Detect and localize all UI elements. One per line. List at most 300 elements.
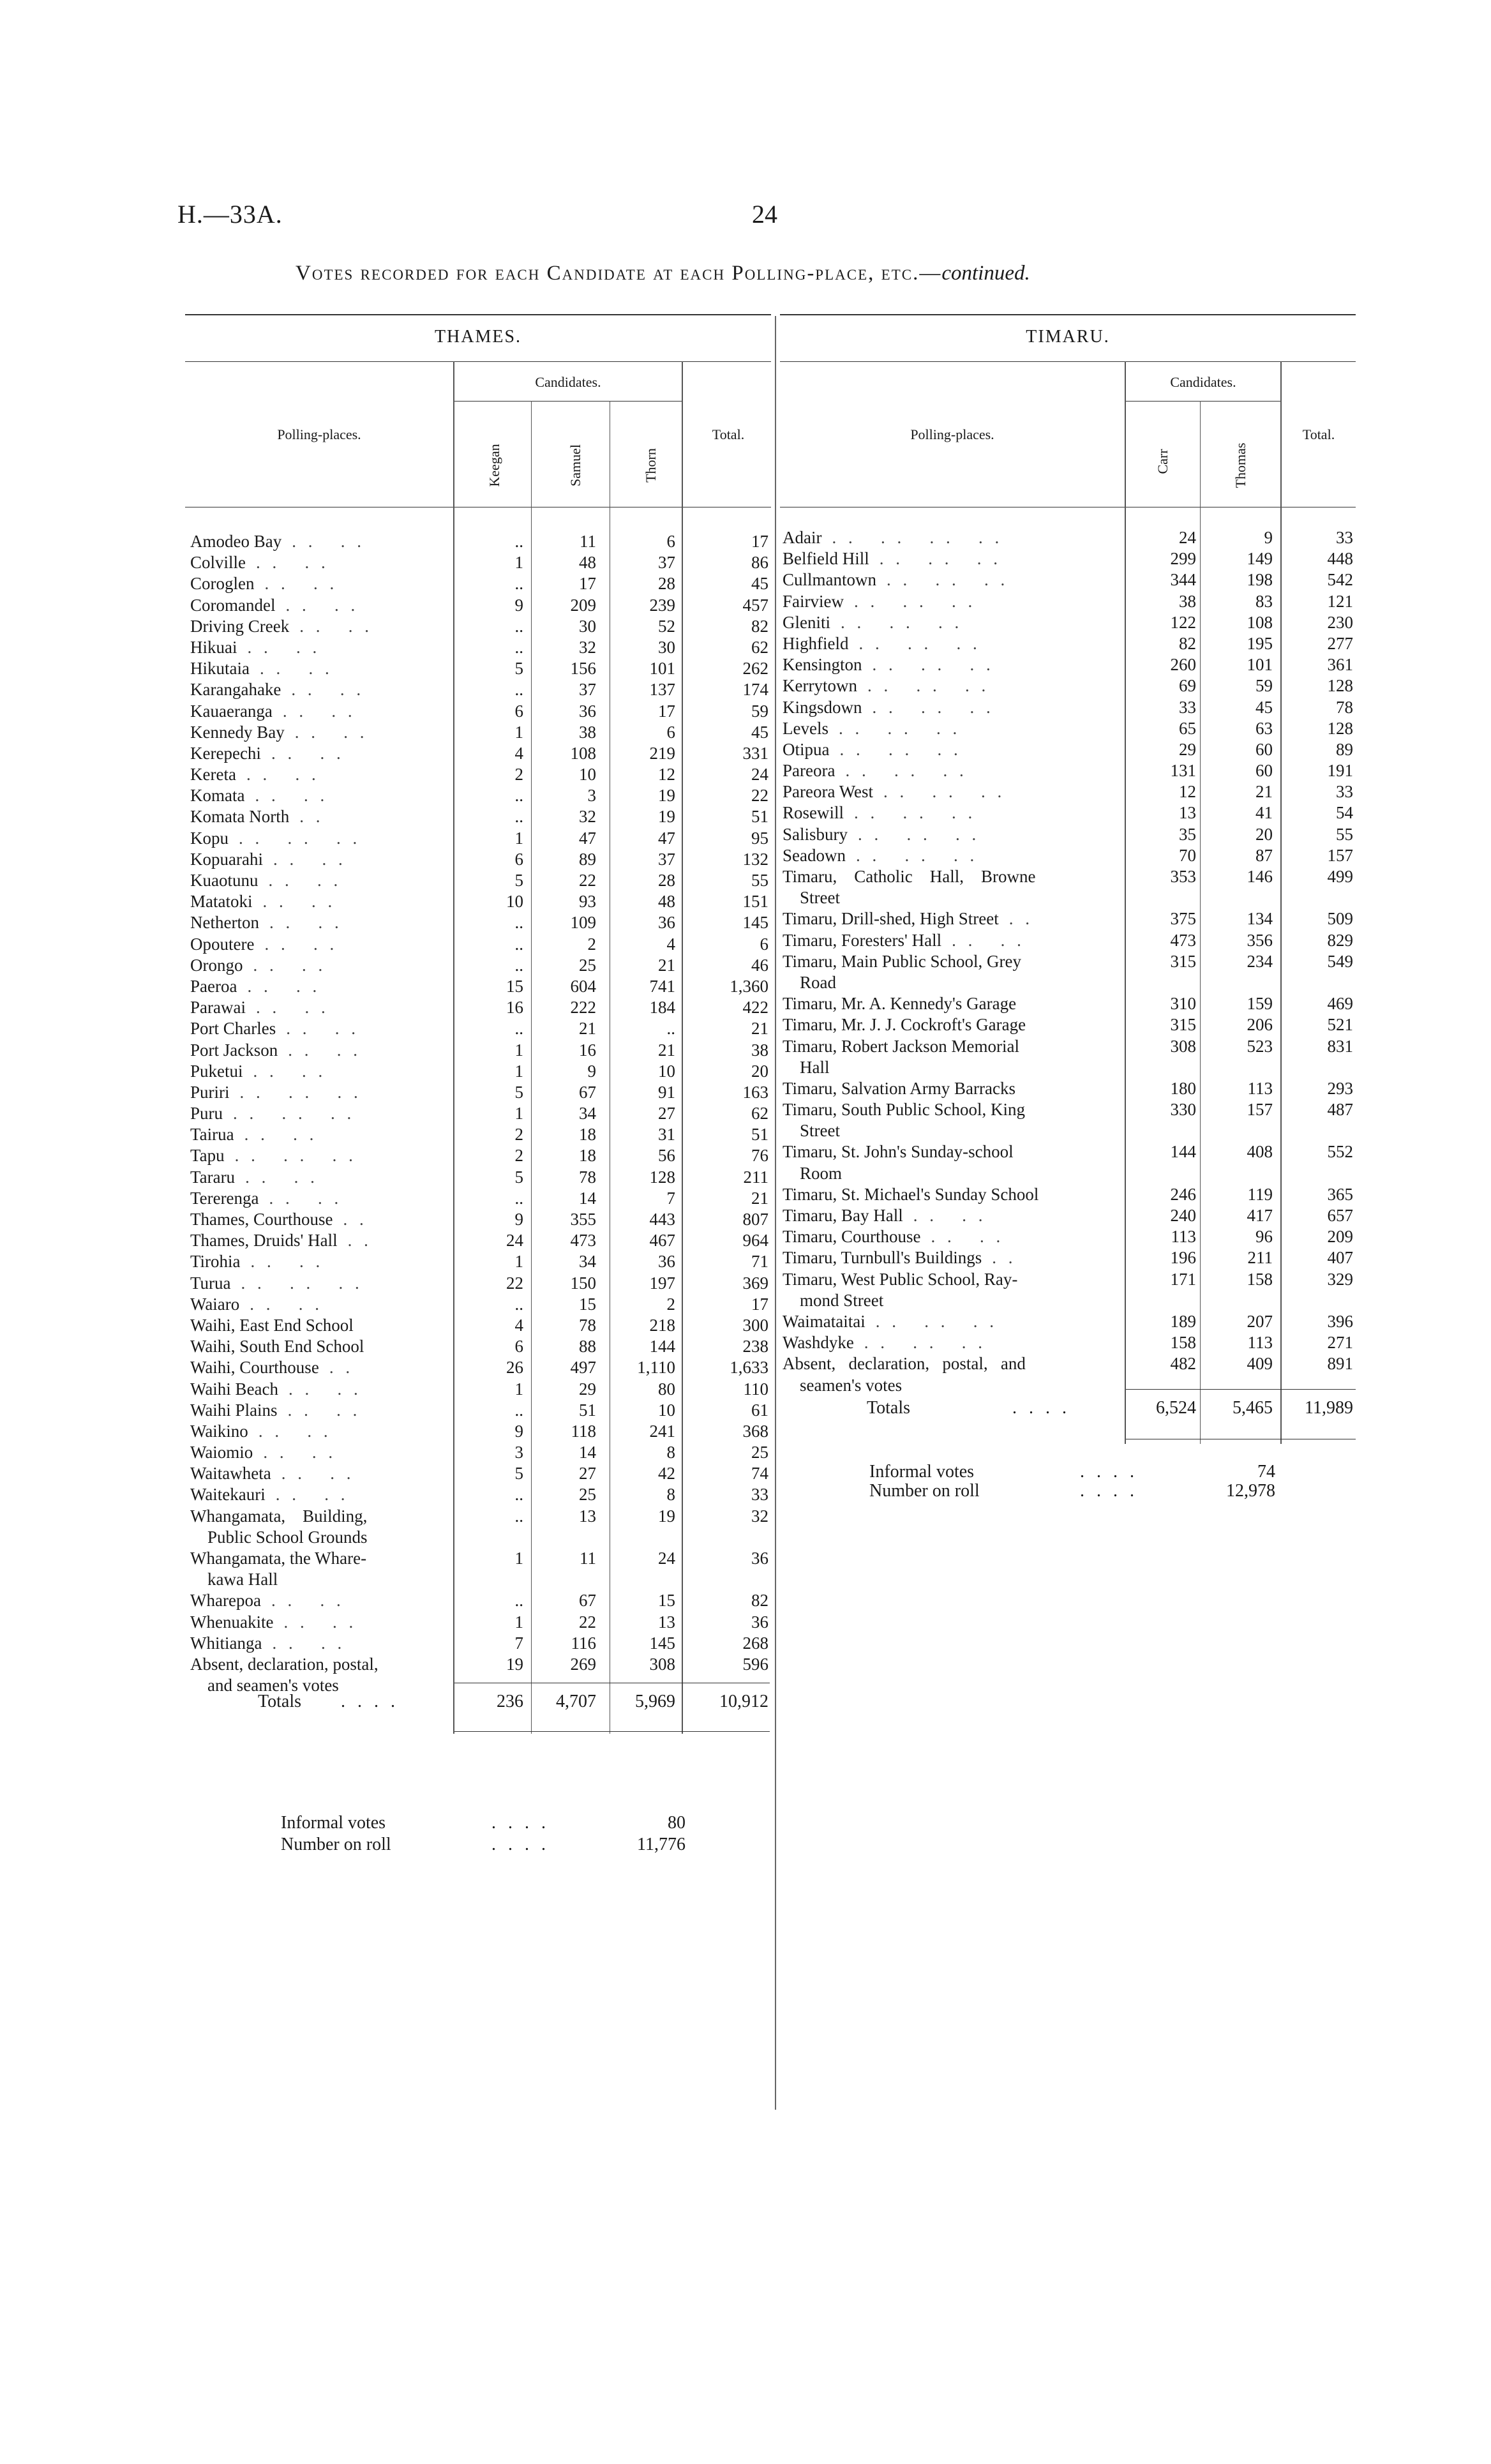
thames-row xyxy=(190,1527,771,1548)
thames-vote-cell: .. xyxy=(514,934,523,954)
thames-informal-value: 80 xyxy=(668,1813,686,1833)
timaru-polling-place xyxy=(783,781,1005,802)
thames-polling-place xyxy=(190,955,326,976)
thames-row xyxy=(190,1421,771,1442)
thames-row xyxy=(190,1463,771,1484)
timaru-polling-place xyxy=(783,1353,1026,1374)
timaru-row xyxy=(783,1332,1356,1353)
timaru-row xyxy=(783,1311,1356,1332)
thames-polling-place xyxy=(190,1590,345,1611)
thames-vote-cell: .. xyxy=(514,1506,523,1526)
thames-polling-place-name: Hikutaia xyxy=(190,659,250,679)
timaru-polling-place-name: Timaru, Turnbull's Buildings xyxy=(783,1248,982,1268)
thames-vote-cell: 3 xyxy=(587,786,596,806)
thames-polling-place xyxy=(190,1633,345,1654)
thames-polling-place-name: Orongo xyxy=(190,955,243,975)
thames-vote-cell: 25 xyxy=(579,1485,596,1505)
timaru-leader-dots: . . . . . . xyxy=(883,782,1006,802)
timaru-polling-place-name: Timaru, Mr. J. J. Cockroft's Garage xyxy=(783,1015,1026,1035)
top-rule-left xyxy=(185,314,771,315)
thames-leader-dots: . . . . xyxy=(285,595,359,615)
thames-polling-place xyxy=(190,1145,357,1166)
thames-leader-dots: . . . . xyxy=(272,1633,346,1653)
thames-polling-place-name: Tapu xyxy=(190,1146,225,1166)
timaru-vote-cell: 308 xyxy=(1170,1036,1196,1056)
thames-polling-place xyxy=(190,1484,349,1505)
thames-leader-dots: . . . . . . xyxy=(239,828,361,848)
timaru-polling-place-name: Waimataitai xyxy=(783,1311,865,1331)
thames-polling-place-name: Tararu xyxy=(190,1167,236,1187)
thames-vote-cell: .. xyxy=(514,574,523,594)
thames-polling-place xyxy=(190,997,329,1018)
timaru-vote-cell: 69 xyxy=(1179,676,1196,696)
timaru-leader-dots: . . . . . . xyxy=(872,655,994,675)
thames-candidates-label: Candidates. xyxy=(535,374,601,390)
thames-vote-cell: .. xyxy=(514,1294,523,1314)
thames-vote-cell: 8 xyxy=(666,1485,675,1505)
thames-vote-cell: 15 xyxy=(506,976,523,996)
thames-vote-cell: 108 xyxy=(570,743,596,763)
timaru-vote-cell: 246 xyxy=(1170,1184,1196,1204)
thames-leader-dots: . . xyxy=(329,1358,354,1378)
thames-leader-dots: . . . . xyxy=(250,1294,324,1314)
thames-vote-cell: 184 xyxy=(649,998,675,1018)
thames-polling-place-name: Paeroa xyxy=(190,976,237,996)
timaru-vote-cell: 509 xyxy=(1327,909,1353,929)
timaru-row xyxy=(783,1141,1356,1162)
thames-row xyxy=(190,1145,771,1166)
thames-leader-dots: . . . . xyxy=(255,998,329,1018)
thames-polling-place-name: Kauaeranga xyxy=(190,701,273,721)
thames-leader-dots: . . . . xyxy=(264,574,338,594)
thames-polling-place xyxy=(190,637,320,658)
thames-leader-dots: . . . . xyxy=(282,701,356,721)
thames-vote-cell: 13 xyxy=(658,1612,675,1632)
subtitle-continued: continued. xyxy=(941,262,1030,285)
thames-row xyxy=(190,1548,771,1569)
thames-vote-cell: 473 xyxy=(570,1231,596,1251)
timaru-vote-cell: 9 xyxy=(1264,528,1273,547)
timaru-vote-cell: 271 xyxy=(1327,1333,1353,1353)
thames-polling-place-name: Waitekauri xyxy=(190,1485,266,1505)
timaru-polling-place-name: Otipua xyxy=(783,739,830,759)
timaru-polling-place-name: Timaru, Drill-shed, High Street xyxy=(783,909,999,929)
thames-vote-cell: 27 xyxy=(658,1104,675,1123)
thames-row xyxy=(190,828,771,849)
timaru-vote-cell: 41 xyxy=(1255,803,1273,823)
timaru-vote-cell: 234 xyxy=(1247,951,1273,971)
thames-row xyxy=(190,722,771,743)
timaru-vote-cell: 549 xyxy=(1327,951,1353,971)
thames-polling-place xyxy=(190,785,328,806)
thames-vote-cell: 1,633 xyxy=(730,1358,768,1378)
thames-polling-place xyxy=(190,764,320,785)
timaru-polling-place-name: seamen's votes xyxy=(783,1375,903,1395)
thames-vote-cell: 5 xyxy=(514,871,523,890)
document-reference: H.—33A. xyxy=(177,200,283,229)
thames-polling-place-name: Port Jackson xyxy=(190,1040,278,1060)
thames-polling-place-name: Waiaro xyxy=(190,1294,240,1314)
timaru-polling-place-name: Room xyxy=(783,1163,843,1183)
timaru-vote-cell: 128 xyxy=(1327,676,1353,696)
timaru-leader-dots: . . . . . . xyxy=(853,591,977,611)
thames-polling-place xyxy=(190,552,329,573)
thames-vote-cell: 1 xyxy=(514,1040,523,1060)
timaru-vote-cell: 158 xyxy=(1247,1269,1273,1289)
thames-vote-cell: .. xyxy=(514,680,523,700)
thames-vote-cell: .. xyxy=(514,807,523,827)
thames-row xyxy=(190,1506,771,1527)
thames-vote-cell: 32 xyxy=(579,637,596,657)
thames-vote-cell: .. xyxy=(514,955,523,975)
timaru-vote-cell: 542 xyxy=(1327,570,1353,590)
thames-row xyxy=(190,1273,771,1294)
timaru-vote-cell: 60 xyxy=(1255,739,1273,759)
thames-candidate-samuel: Samuel xyxy=(567,444,583,486)
thames-candidates-rule xyxy=(454,401,682,402)
thames-polling-place xyxy=(190,1167,318,1188)
thames-vote-cell: 24 xyxy=(751,765,768,785)
timaru-leader-dots: . . . . xyxy=(952,930,1025,950)
timaru-polling-place-name: Absent, declaration, postal, and xyxy=(783,1354,1026,1374)
timaru-row xyxy=(783,1163,1356,1184)
thames-vote-cell: 15 xyxy=(579,1294,596,1314)
timaru-vote-cell: 157 xyxy=(1327,845,1353,865)
timaru-vote-cell: 240 xyxy=(1170,1206,1196,1225)
thames-vote-cell: 80 xyxy=(658,1379,675,1399)
thames-vote-cell: 2 xyxy=(514,1146,523,1166)
timaru-row xyxy=(783,781,1356,802)
timaru-roll-label: Number on roll xyxy=(869,1481,980,1501)
thames-leader-dots: . . . . xyxy=(264,934,338,954)
thames-vote-cell: 78 xyxy=(579,1315,596,1335)
timaru-polling-place xyxy=(783,569,1008,590)
thames-total-label: Total. xyxy=(712,426,745,442)
thames-vote-cell: 36 xyxy=(751,1549,768,1568)
timaru-polling-place-name: Timaru, Foresters' Hall xyxy=(783,930,942,950)
timaru-row xyxy=(783,718,1356,739)
thames-vote-cell: 219 xyxy=(649,743,675,763)
timaru-polling-place xyxy=(783,1057,830,1078)
thames-polling-place-name: Public School Grounds xyxy=(190,1527,368,1547)
thames-header-rule-top xyxy=(185,361,771,362)
thames-leader-dots: . . . . xyxy=(291,680,365,700)
thames-polling-place xyxy=(190,1209,368,1230)
timaru-total-thomas: 5,465 xyxy=(1233,1398,1273,1418)
thames-vote-cell: 17 xyxy=(658,701,675,721)
thames-polling-place-name: Waihi, East End School xyxy=(190,1315,354,1335)
thames-leader-dots: . . xyxy=(299,807,324,827)
thames-vote-cell: 150 xyxy=(570,1273,596,1293)
timaru-row xyxy=(783,1205,1356,1226)
timaru-vote-cell: 260 xyxy=(1170,655,1196,675)
thames-vote-cell: 4 xyxy=(514,1315,523,1335)
thames-polling-place-name: Tirohia xyxy=(190,1252,241,1272)
thames-vote-cell: 19 xyxy=(506,1654,523,1674)
thames-vote-cell: 269 xyxy=(570,1654,596,1674)
timaru-polling-place-name: Timaru, Robert Jackson Memorial xyxy=(783,1036,1019,1056)
thames-vote-cell: 21 xyxy=(658,955,675,975)
thames-polling-place-name: Amodeo Bay xyxy=(190,532,282,551)
thames-vote-cell: 22 xyxy=(579,1612,596,1632)
timaru-polling-place xyxy=(783,1205,987,1226)
timaru-vote-cell: 96 xyxy=(1255,1227,1273,1247)
timaru-informal-label: Informal votes xyxy=(869,1462,975,1482)
thames-polling-place xyxy=(190,934,338,955)
thames-leader-dots: . . . . xyxy=(262,892,336,912)
thames-vote-cell: 21 xyxy=(658,1040,675,1060)
timaru-polling-place xyxy=(783,887,840,908)
thames-vote-cell: 467 xyxy=(649,1231,675,1251)
thames-row xyxy=(190,1230,771,1251)
timaru-roll-row xyxy=(869,1481,1279,1504)
thames-leader-dots: . . . . xyxy=(255,786,329,806)
timaru-vote-cell: 189 xyxy=(1170,1311,1196,1331)
thames-row xyxy=(190,1294,771,1315)
thames-vote-cell: 82 xyxy=(751,1591,768,1611)
timaru-polling-place xyxy=(783,1014,1026,1035)
timaru-row xyxy=(783,1014,1356,1035)
thames-polling-place-name: Tairua xyxy=(190,1125,234,1145)
timaru-polling-place-name: Cullmantown xyxy=(783,570,876,590)
timaru-vote-cell: 206 xyxy=(1247,1015,1273,1035)
thames-vote-cell: 1 xyxy=(514,828,523,848)
timaru-polling-place xyxy=(783,1099,1025,1120)
thames-polling-place-name: Coroglen xyxy=(190,574,255,594)
thames-vote-cell: 4 xyxy=(666,934,675,954)
timaru-row xyxy=(783,760,1356,781)
thames-totals-row xyxy=(190,1692,771,1715)
thames-vote-cell: 1 xyxy=(514,1252,523,1272)
thames-vote-cell: 16 xyxy=(506,998,523,1018)
thames-row xyxy=(190,701,771,722)
thames-polling-place xyxy=(190,1612,357,1633)
timaru-row xyxy=(783,908,1356,929)
timaru-vote-cell: 78 xyxy=(1336,697,1353,717)
thames-vote-cell: 10 xyxy=(579,765,596,785)
thames-vote-cell: 1 xyxy=(514,1379,523,1399)
thames-leader-dots: . . . . xyxy=(271,743,345,763)
timaru-vote-cell: 144 xyxy=(1170,1142,1196,1162)
thames-row xyxy=(190,1209,771,1230)
timaru-polling-place xyxy=(783,1311,998,1332)
thames-polling-place-name: Whangamata, Building, xyxy=(190,1506,368,1526)
thames-vote-cell: 1 xyxy=(514,1104,523,1123)
timaru-leader-dots: . . . . . . xyxy=(879,549,1001,569)
thames-polling-place xyxy=(190,1103,355,1124)
thames-candidate-thorn: Thorn xyxy=(643,448,659,483)
timaru-vote-cell: 469 xyxy=(1327,994,1353,1014)
thames-vote-cell: 239 xyxy=(649,595,675,615)
timaru-leader-dots: . . . . xyxy=(931,1227,1005,1247)
timaru-row xyxy=(783,739,1356,760)
timaru-row xyxy=(783,802,1356,823)
thames-candidate-keegan: Keegan xyxy=(486,444,502,487)
thames-vote-cell: 51 xyxy=(579,1400,596,1420)
thames-leader-dots: . . . . xyxy=(287,1400,361,1420)
timaru-vote-cell: 831 xyxy=(1327,1036,1353,1056)
thames-vote-cell: 19 xyxy=(658,786,675,806)
thames-vote-cell: 42 xyxy=(658,1464,675,1484)
thames-polling-place xyxy=(190,976,320,997)
thames-polling-place-name: Puriri xyxy=(190,1082,230,1102)
timaru-row xyxy=(783,654,1356,675)
thames-vote-cell: 7 xyxy=(666,1188,675,1208)
thames-polling-place xyxy=(190,1421,332,1442)
timaru-polling-place xyxy=(783,951,1021,972)
thames-row xyxy=(190,785,771,806)
timaru-roll-dots: . . . . xyxy=(1080,1481,1138,1501)
thames-vote-cell: 36 xyxy=(751,1612,768,1632)
thames-polling-place-name: Kennedy Bay xyxy=(190,722,285,742)
thames-vote-cell: 37 xyxy=(658,553,675,573)
thames-polling-place xyxy=(190,1230,372,1251)
thames-vote-cell: 604 xyxy=(570,976,596,996)
thames-vote-cell: 26 xyxy=(506,1358,523,1378)
thames-vote-cell: 156 xyxy=(570,659,596,679)
thames-row xyxy=(190,1654,771,1675)
timaru-polling-place-name: Kingsdown xyxy=(783,697,862,717)
timaru-row xyxy=(783,675,1356,696)
timaru-vote-cell: 157 xyxy=(1247,1100,1273,1120)
page-number: 24 xyxy=(752,200,777,229)
thames-vote-cell: 151 xyxy=(742,892,768,912)
thames-leader-dots: . . . . xyxy=(258,1421,332,1441)
timaru-polling-place-name: Street xyxy=(783,1121,840,1141)
thames-polling-label: Polling-places. xyxy=(277,426,361,442)
thames-vote-cell: 101 xyxy=(649,659,675,679)
thames-informal-label: Informal votes xyxy=(281,1813,386,1833)
thames-vote-cell: 457 xyxy=(742,595,768,615)
thames-informal-row xyxy=(281,1813,689,1836)
thames-vote-cell: 369 xyxy=(742,1273,768,1293)
timaru-informal-value: 74 xyxy=(1257,1462,1275,1482)
timaru-polling-place xyxy=(783,866,1035,887)
thames-vote-cell: 24 xyxy=(506,1231,523,1251)
thames-vote-cell: 36 xyxy=(579,701,596,721)
timaru-polling-place xyxy=(783,1290,883,1311)
timaru-candidate-thomas: Thomas xyxy=(1233,442,1248,488)
timaru-vote-cell: 396 xyxy=(1327,1311,1353,1331)
timaru-polling-place xyxy=(783,1375,902,1396)
timaru-vote-cell: 293 xyxy=(1327,1078,1353,1098)
thames-vote-cell: 355 xyxy=(570,1210,596,1229)
thames-polling-place xyxy=(190,679,364,700)
timaru-vote-cell: 83 xyxy=(1255,591,1273,611)
timaru-vote-cell: 134 xyxy=(1247,909,1273,929)
timaru-row xyxy=(783,1078,1356,1099)
thames-polling-place-name: Wharepoa xyxy=(190,1591,261,1611)
thames-vote-cell: 34 xyxy=(579,1104,596,1123)
timaru-vote-cell: 230 xyxy=(1327,612,1353,632)
thames-polling-place xyxy=(190,870,341,891)
thames-vote-cell: 51 xyxy=(751,807,768,827)
thames-vote-cell: 88 xyxy=(579,1337,596,1356)
thames-vote-cell: 368 xyxy=(742,1421,768,1441)
thames-leader-dots: . . . . xyxy=(245,1167,318,1187)
timaru-row xyxy=(783,1226,1356,1247)
thames-totals-label: Totals xyxy=(258,1692,302,1711)
timaru-polling-place-name: Timaru, St. John's Sunday-school xyxy=(783,1142,1014,1162)
timaru-leader-dots: . . . . . . xyxy=(855,845,978,865)
timaru-header-rule-top xyxy=(780,361,1356,362)
timaru-vote-cell: 55 xyxy=(1336,824,1353,844)
thames-vote-cell: 1 xyxy=(514,1549,523,1568)
page-subtitle xyxy=(296,262,1030,285)
thames-vote-cell: 24 xyxy=(658,1549,675,1568)
timaru-vote-cell: 196 xyxy=(1170,1248,1196,1268)
thames-polling-place-name: Waitawheta xyxy=(190,1464,271,1484)
thames-vote-cell: 33 xyxy=(751,1485,768,1505)
thames-polling-place-name: Driving Creek xyxy=(190,616,290,636)
thames-vote-cell: 9 xyxy=(514,595,523,615)
thames-vote-cell: 14 xyxy=(579,1443,596,1462)
thames-vote-cell: 27 xyxy=(579,1464,596,1484)
thames-roll-value: 11,776 xyxy=(637,1835,686,1854)
thames-vote-cell: 174 xyxy=(742,680,768,700)
timaru-vote-cell: 277 xyxy=(1327,633,1353,653)
thames-vote-cell: 30 xyxy=(579,616,596,636)
thames-vote-cell: 28 xyxy=(658,871,675,890)
timaru-polling-place-name: Timaru, Catholic Hall, Browne xyxy=(783,867,1036,886)
thames-leader-dots: . . . . xyxy=(294,722,368,742)
thames-polling-place-name: Waihi Beach xyxy=(190,1379,279,1399)
thames-vote-cell: 137 xyxy=(649,680,675,700)
thames-vote-cell: 21 xyxy=(751,1188,768,1208)
thames-total-all: 10,912 xyxy=(719,1692,768,1711)
timaru-polling-place xyxy=(783,527,1003,548)
timaru-candidates-rule xyxy=(1126,401,1280,402)
thames-vote-cell: .. xyxy=(514,1591,523,1611)
thames-polling-place xyxy=(190,1569,278,1590)
thames-row xyxy=(190,976,771,997)
timaru-leader-dots: . . . . . . xyxy=(887,570,1009,590)
timaru-row xyxy=(783,824,1356,845)
thames-vote-cell: 22 xyxy=(506,1273,523,1293)
thames-row xyxy=(190,679,771,700)
timaru-vote-cell: 191 xyxy=(1327,761,1353,781)
thames-row xyxy=(190,1400,771,1421)
thames-polling-place xyxy=(190,1336,364,1357)
timaru-vote-cell: 299 xyxy=(1170,549,1196,569)
thames-polling-place-name: Netherton xyxy=(190,913,259,933)
thames-vote-cell: 218 xyxy=(649,1315,675,1335)
timaru-vote-cell: 65 xyxy=(1179,718,1196,738)
thames-vote-cell: 4 xyxy=(514,743,523,763)
timaru-vote-cell: 20 xyxy=(1255,824,1273,844)
thames-polling-place-name: and seamen's votes xyxy=(190,1676,339,1695)
thames-leader-dots: . . xyxy=(347,1231,372,1251)
timaru-polling-place-name: Timaru, South Public School, King xyxy=(783,1100,1026,1120)
thames-vote-cell: 51 xyxy=(751,1125,768,1145)
thames-vote-cell: .. xyxy=(666,1019,675,1039)
thames-vote-cell: 2 xyxy=(666,1294,675,1314)
thames-vote-cell: 71 xyxy=(751,1252,768,1272)
thames-vote-cell: 37 xyxy=(658,849,675,869)
thames-vote-cell: 132 xyxy=(742,849,768,869)
timaru-row xyxy=(783,1184,1356,1205)
thames-row xyxy=(190,637,771,658)
thames-row xyxy=(190,912,771,933)
timaru-totals-dots: . . . . xyxy=(1012,1398,1070,1418)
thames-total-samuel: 4,707 xyxy=(556,1692,596,1711)
timaru-vote-cell: 113 xyxy=(1171,1227,1196,1247)
timaru-vote-cell: 21 xyxy=(1255,782,1273,802)
thames-polling-place-name: Whenuakite xyxy=(190,1612,274,1632)
timaru-vote-cell: 38 xyxy=(1179,591,1196,611)
thames-row xyxy=(190,934,771,955)
timaru-totals-label: Totals xyxy=(867,1398,911,1418)
